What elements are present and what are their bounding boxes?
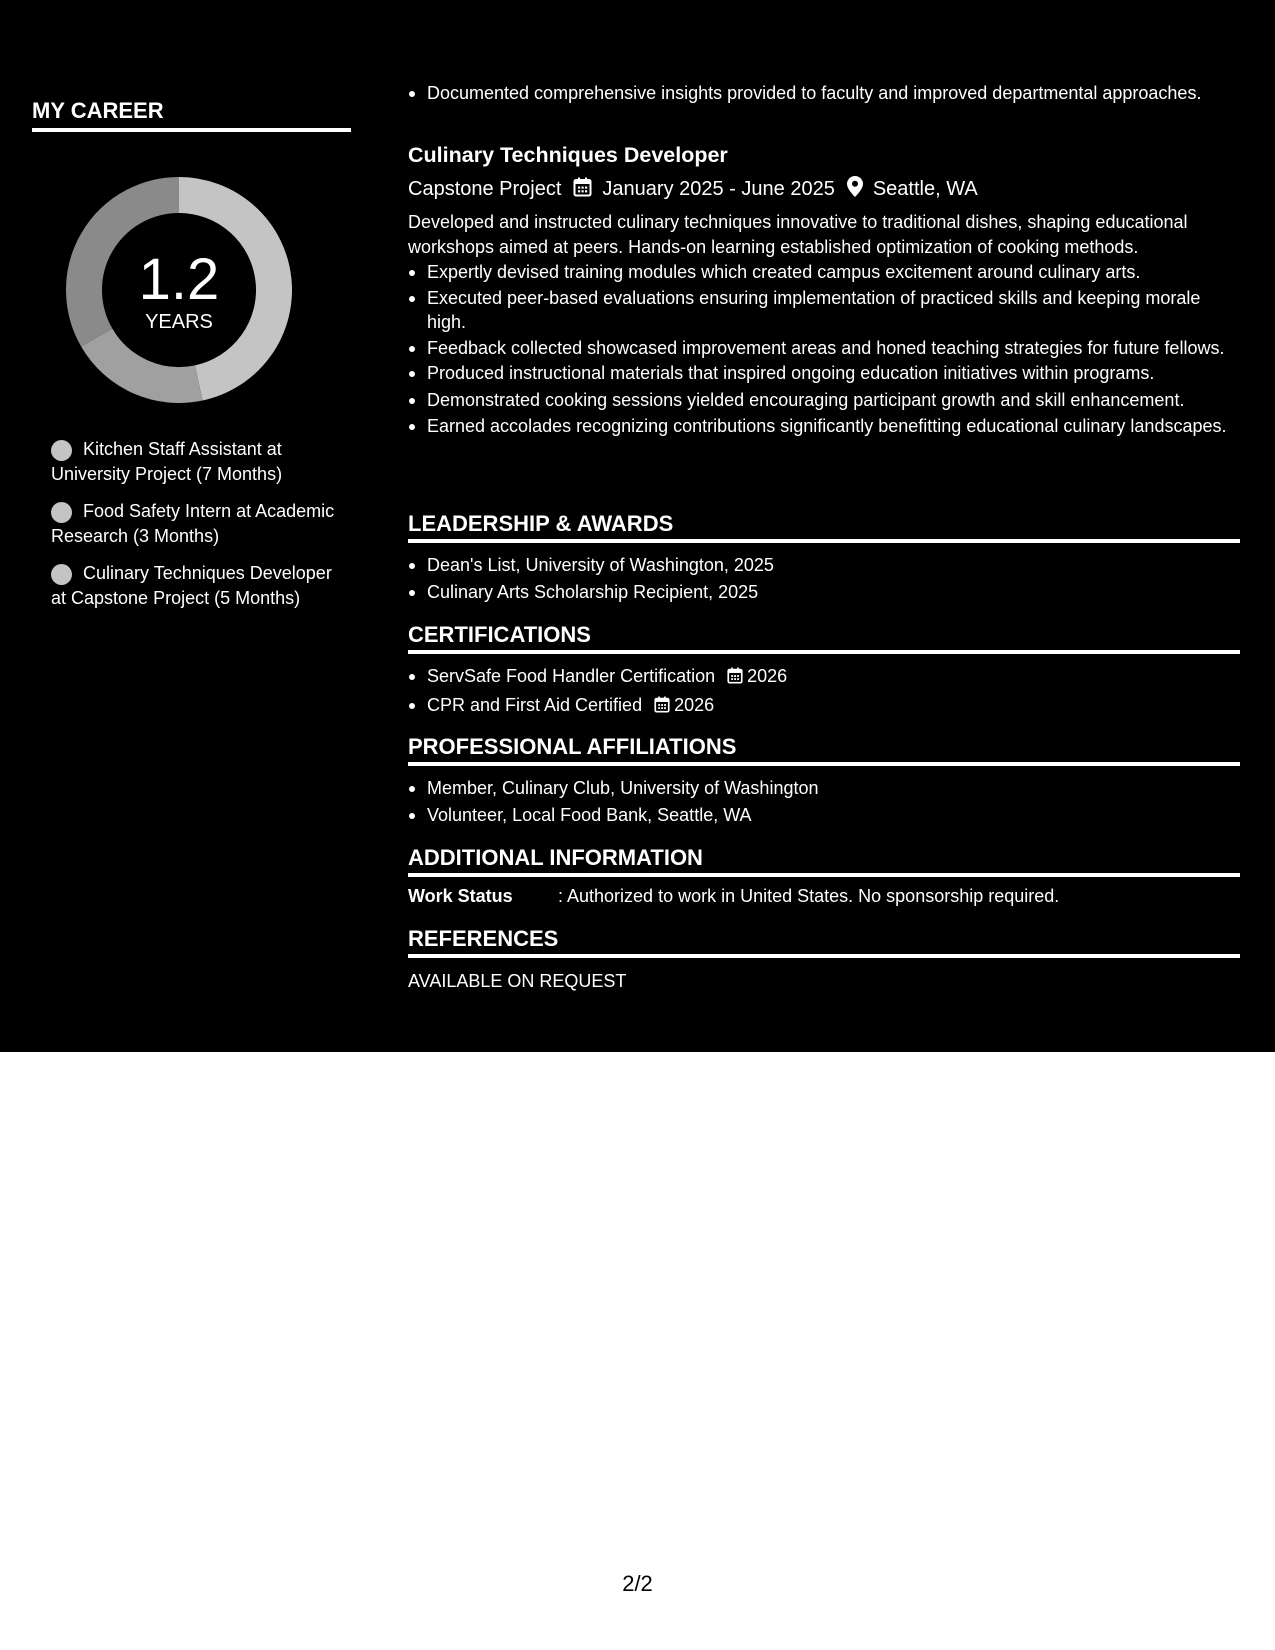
list-item: Produced instructional materials that inspired ongoing education initiatives within programs. <box>408 361 1240 386</box>
legend-dot-icon <box>51 502 72 523</box>
map-pin-icon <box>847 176 863 203</box>
previous-job-bullets <box>408 81 1240 106</box>
job-bullets <box>408 260 1240 439</box>
list-item: Documented comprehensive insights provided to faculty and improved departmental approaches. <box>408 81 1240 106</box>
section-heading-additional: ADDITIONAL INFORMATION <box>408 845 1240 877</box>
certifications-list <box>408 664 1240 719</box>
calendar-icon <box>573 177 592 203</box>
list-item: Feedback collected showcased improvement areas and honed teaching strategies for future fellows. <box>408 336 1240 361</box>
list-item <box>408 693 1240 720</box>
legend-item: Food Safety Intern at Academic Research (3 Months) <box>51 501 335 546</box>
references-text: AVAILABLE ON REQUEST <box>408 971 627 991</box>
list-item <box>408 664 1240 691</box>
experience-years-value: 1.2 <box>138 247 220 312</box>
job-meta <box>408 176 1240 203</box>
career-donut-chart <box>66 177 292 403</box>
calendar-icon <box>654 695 670 720</box>
experience-years-unit: YEARS <box>145 311 213 333</box>
certification-year: 2026 <box>747 666 788 686</box>
list-item: Expertly devised training modules which created campus excitement around culinary arts. <box>408 260 1240 285</box>
legend-dot-icon <box>51 564 72 585</box>
job-location: Seattle, WA <box>872 178 978 200</box>
list-item: Volunteer, Local Food Bank, Seattle, WA <box>408 803 1240 828</box>
page-number: 2/2 <box>622 1571 653 1596</box>
section-heading-certifications: CERTIFICATIONS <box>408 622 1240 654</box>
list-item: Earned accolades recognizing contributions significantly benefitting educational culinary landscapes. <box>408 414 1240 439</box>
sidebar <box>0 0 383 1052</box>
affiliations-list <box>408 776 1240 827</box>
section-heading-affiliations: PROFESSIONAL AFFILIATIONS <box>408 734 1240 766</box>
legend-item: Kitchen Staff Assistant at University Project (7 Months) <box>51 439 283 484</box>
work-status-value: : Authorized to work in United States. No sponsorship required. <box>558 886 1060 906</box>
work-status-label: Work Status <box>408 886 513 906</box>
leadership-list <box>408 553 1240 604</box>
legend-item: Culinary Techniques Developer at Capstone Project (5 Months) <box>51 563 332 608</box>
list-item: Dean's List, University of Washington, 2025 <box>408 553 1240 578</box>
list-item: Culinary Arts Scholarship Recipient, 2025 <box>408 580 1240 605</box>
job-title: Culinary Techniques Developer <box>408 143 728 167</box>
section-heading-leadership: LEADERSHIP & AWARDS <box>408 511 1240 543</box>
list-item: Demonstrated cooking sessions yielded encouraging participant growth and skill enhancement. <box>408 388 1240 413</box>
job-dates: January 2025 - June 2025 <box>602 178 835 200</box>
section-heading-references: REFERENCES <box>408 926 1240 958</box>
list-item: Executed peer-based evaluations ensuring implementation of practiced skills and keeping morale high. <box>408 286 1240 335</box>
certification-name: ServSafe Food Handler Certification <box>427 666 716 686</box>
donut-center <box>66 177 292 403</box>
work-status-row <box>408 886 1240 907</box>
calendar-icon <box>727 666 743 691</box>
career-legend <box>51 437 341 623</box>
certification-year: 2026 <box>674 694 715 715</box>
legend-dot-icon <box>51 440 72 461</box>
job-company: Capstone Project <box>408 178 562 200</box>
job-description: Developed and instructed culinary techniques innovative to traditional dishes, shaping educational workshops aimed at peers. Hands-on learning established optimization of cooking methods. <box>408 212 1188 257</box>
certification-name: CPR and First Aid Certified <box>427 694 643 715</box>
sidebar-title: MY CAREER <box>32 98 351 132</box>
list-item: Member, Culinary Club, University of Washington <box>408 776 1240 801</box>
